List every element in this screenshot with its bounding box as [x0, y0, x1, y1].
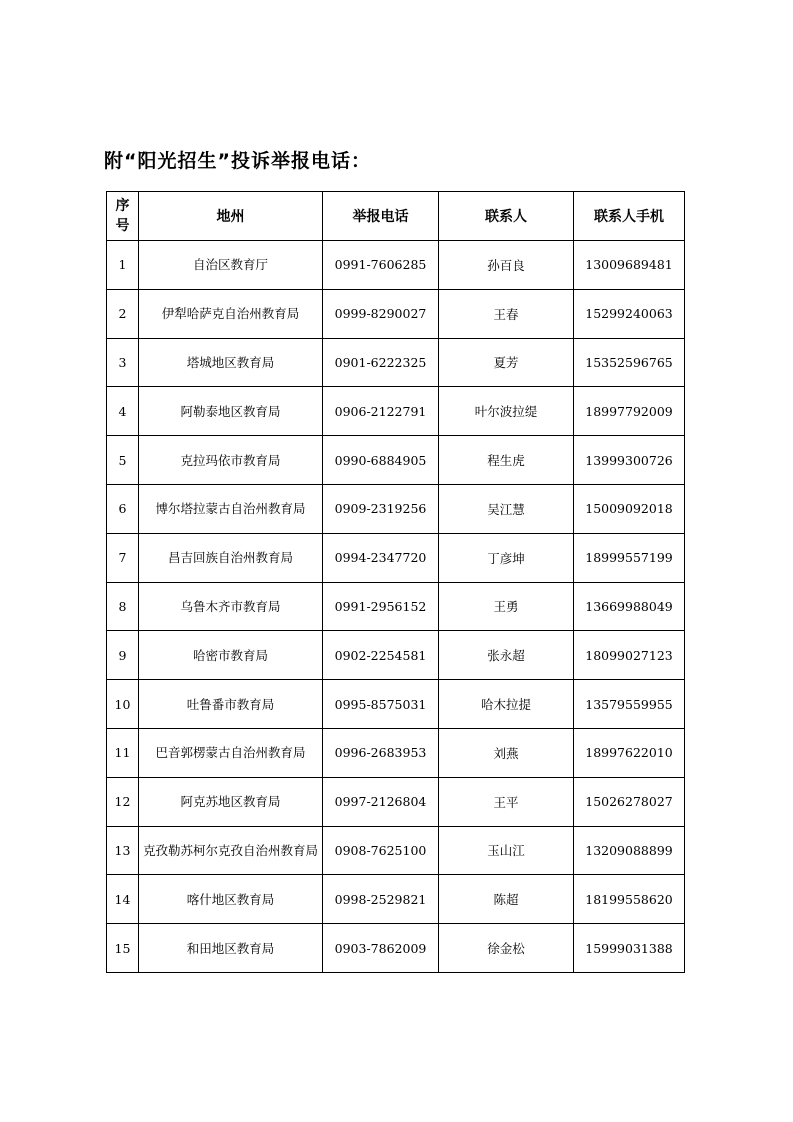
cell-region: 克拉玛依市教育局 [139, 436, 323, 485]
complaint-hotline-table [106, 191, 685, 973]
cell-region: 阿勒泰地区教育局 [139, 387, 323, 436]
cell-seq: 1 [107, 241, 139, 290]
cell-phone: 0997-2126804 [323, 777, 439, 826]
cell-seq: 5 [107, 436, 139, 485]
cell-mobile: 13669988049 [574, 582, 685, 631]
cell-contact: 张永超 [439, 631, 574, 680]
cell-seq: 4 [107, 387, 139, 436]
cell-phone: 0908-7625100 [323, 826, 439, 875]
table-row [107, 387, 685, 436]
cell-contact: 吴江慧 [439, 484, 574, 533]
table-row [107, 582, 685, 631]
header-seq: 序号 [107, 192, 139, 241]
cell-phone: 0995-8575031 [323, 680, 439, 729]
header-mobile: 联系人手机 [574, 192, 685, 241]
table-row [107, 436, 685, 485]
cell-seq: 8 [107, 582, 139, 631]
table-row [107, 728, 685, 777]
cell-phone: 0906-2122791 [323, 387, 439, 436]
cell-region: 哈密市教育局 [139, 631, 323, 680]
table-row [107, 924, 685, 973]
cell-region: 喀什地区教育局 [139, 875, 323, 924]
cell-seq: 14 [107, 875, 139, 924]
cell-mobile: 15026278027 [574, 777, 685, 826]
cell-seq: 11 [107, 728, 139, 777]
cell-seq: 2 [107, 289, 139, 338]
page-title: 附“阳光招生”投诉举报电话： [104, 150, 371, 172]
cell-mobile: 15999031388 [574, 924, 685, 973]
table-row [107, 289, 685, 338]
cell-region: 阿克苏地区教育局 [139, 777, 323, 826]
cell-seq: 10 [107, 680, 139, 729]
cell-mobile: 18099027123 [574, 631, 685, 680]
header-phone: 举报电话 [323, 192, 439, 241]
table-row [107, 533, 685, 582]
cell-region: 自治区教育厅 [139, 241, 323, 290]
table-row [107, 875, 685, 924]
header-region: 地州 [139, 192, 323, 241]
cell-contact: 丁彦坤 [439, 533, 574, 582]
cell-phone: 0998-2529821 [323, 875, 439, 924]
table-row [107, 241, 685, 290]
cell-contact: 叶尔波拉缇 [439, 387, 574, 436]
cell-region: 伊犁哈萨克自治州教育局 [139, 289, 323, 338]
cell-seq: 6 [107, 484, 139, 533]
table-row [107, 338, 685, 387]
cell-phone: 0991-2956152 [323, 582, 439, 631]
cell-seq: 7 [107, 533, 139, 582]
cell-phone: 0996-2683953 [323, 728, 439, 777]
cell-mobile: 13209088899 [574, 826, 685, 875]
table-row [107, 826, 685, 875]
cell-contact: 玉山江 [439, 826, 574, 875]
table-row [107, 484, 685, 533]
cell-region: 巴音郭楞蒙古自治州教育局 [139, 728, 323, 777]
cell-mobile: 13009689481 [574, 241, 685, 290]
cell-seq: 15 [107, 924, 139, 973]
cell-mobile: 18997792009 [574, 387, 685, 436]
cell-contact: 王春 [439, 289, 574, 338]
cell-contact: 王平 [439, 777, 574, 826]
cell-region: 和田地区教育局 [139, 924, 323, 973]
table-row [107, 631, 685, 680]
cell-seq: 3 [107, 338, 139, 387]
cell-region: 吐鲁番市教育局 [139, 680, 323, 729]
cell-region: 塔城地区教育局 [139, 338, 323, 387]
cell-mobile: 15352596765 [574, 338, 685, 387]
cell-mobile: 18199558620 [574, 875, 685, 924]
cell-seq: 12 [107, 777, 139, 826]
cell-phone: 0991-7606285 [323, 241, 439, 290]
cell-contact: 王勇 [439, 582, 574, 631]
cell-contact: 夏芳 [439, 338, 574, 387]
table-header-row [107, 192, 685, 241]
cell-phone: 0990-6884905 [323, 436, 439, 485]
cell-seq: 13 [107, 826, 139, 875]
cell-phone: 0909-2319256 [323, 484, 439, 533]
table-row [107, 777, 685, 826]
cell-region: 博尔塔拉蒙古自治州教育局 [139, 484, 323, 533]
cell-contact: 陈超 [439, 875, 574, 924]
cell-mobile: 18997622010 [574, 728, 685, 777]
table-row [107, 680, 685, 729]
cell-mobile: 13999300726 [574, 436, 685, 485]
cell-contact: 哈木拉提 [439, 680, 574, 729]
cell-phone: 0901-6222325 [323, 338, 439, 387]
cell-region: 昌吉回族自治州教育局 [139, 533, 323, 582]
cell-mobile: 13579559955 [574, 680, 685, 729]
cell-mobile: 15299240063 [574, 289, 685, 338]
cell-mobile: 18999557199 [574, 533, 685, 582]
cell-phone: 0903-7862009 [323, 924, 439, 973]
cell-contact: 孙百良 [439, 241, 574, 290]
header-contact: 联系人 [439, 192, 574, 241]
cell-seq: 9 [107, 631, 139, 680]
cell-contact: 程生虎 [439, 436, 574, 485]
cell-phone: 0994-2347720 [323, 533, 439, 582]
cell-contact: 刘燕 [439, 728, 574, 777]
cell-region: 克孜勒苏柯尔克孜自治州教育局 [139, 826, 323, 875]
cell-region: 乌鲁木齐市教育局 [139, 582, 323, 631]
cell-contact: 徐金松 [439, 924, 574, 973]
cell-phone: 0999-8290027 [323, 289, 439, 338]
cell-mobile: 15009092018 [574, 484, 685, 533]
cell-phone: 0902-2254581 [323, 631, 439, 680]
